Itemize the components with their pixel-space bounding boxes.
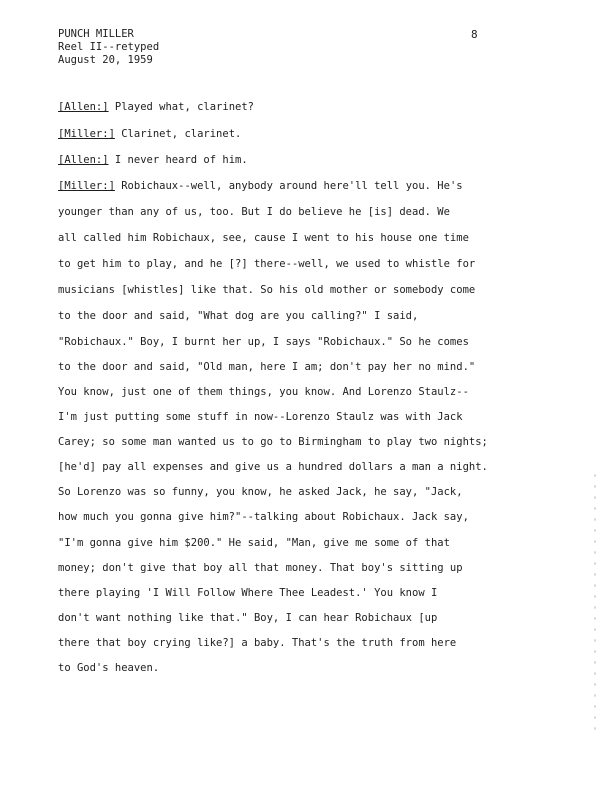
body-line: to God's heaven. — [58, 662, 160, 674]
body-line: to the door and said, "What dog are you calling?" I said, — [58, 310, 419, 322]
interviewee-name: PUNCH MILLER — [58, 28, 134, 40]
reel-label: Reel II--retyped — [58, 41, 160, 53]
body-line: So Lorenzo was so funny, you know, he asked Jack, he say, "Jack, — [58, 486, 463, 498]
body-line: there playing 'I Will Follow Where Thee Leadest.' You know I — [58, 587, 438, 599]
speaker-label: [Allen:] — [58, 154, 109, 166]
body-line: all called him Robichaux, see, cause I went to his house one time — [58, 232, 469, 244]
document-header — [58, 28, 159, 67]
speaker-label: [Miller:] — [58, 128, 115, 140]
body-line: "I'm gonna give him $200." He said, "Man, give me some of that — [58, 537, 450, 549]
body-line: don't want nothing like that." Boy, I can hear Robichaux [up — [58, 612, 438, 624]
body-line: how much you gonna give him?"--talking about Robichaux. Jack say, — [58, 511, 469, 523]
body-line: younger than any of us, too. But I do believe he [is] dead. We — [58, 206, 450, 218]
speaker-label: [Allen:] — [58, 101, 109, 113]
body-line: You know, just one of them things, you know. And Lorenzo Staulz-- — [58, 386, 469, 398]
dialogue-line — [58, 154, 248, 166]
dialogue-text: Played what, clarinet? — [114, 101, 254, 113]
interview-date: August 20, 1959 — [58, 54, 153, 66]
body-line: money; don't give that boy all that money. That boy's sitting up — [58, 562, 463, 574]
body-line: musicians [whistles] like that. So his old mother or somebody come — [58, 284, 476, 296]
page-number: 8 — [471, 28, 478, 41]
body-line: I'm just putting some stuff in now--Lorenzo Staulz was with Jack — [58, 411, 463, 423]
dialogue-line — [58, 180, 463, 192]
dialogue-text: Clarinet, clarinet. — [121, 128, 242, 140]
body-line: there that boy crying like?] a baby. That's the truth from here — [58, 637, 457, 649]
body-line: "Robichaux." Boy, I burnt her up, I says "Robichaux." So he comes — [58, 336, 469, 348]
body-line: Carey; so some man wanted us to go to Birmingham to play two nights; — [58, 436, 488, 448]
dialogue-text: I never heard of him. — [114, 154, 248, 166]
speaker-label: [Miller:] — [58, 180, 115, 192]
dialogue-line — [58, 128, 241, 140]
scan-margin-specks — [592, 470, 598, 730]
body-line: [he'd] pay all expenses and give us a hundred dollars a man a night. — [58, 461, 488, 473]
dialogue-text: Robichaux--well, anybody around here'll tell you. He's — [121, 180, 463, 192]
dialogue-line — [58, 101, 254, 113]
body-line: to the door and said, "Old man, here I am; don't pay her no mind." — [58, 361, 476, 373]
body-line: to get him to play, and he [?] there--well, we used to whistle for — [58, 258, 476, 270]
